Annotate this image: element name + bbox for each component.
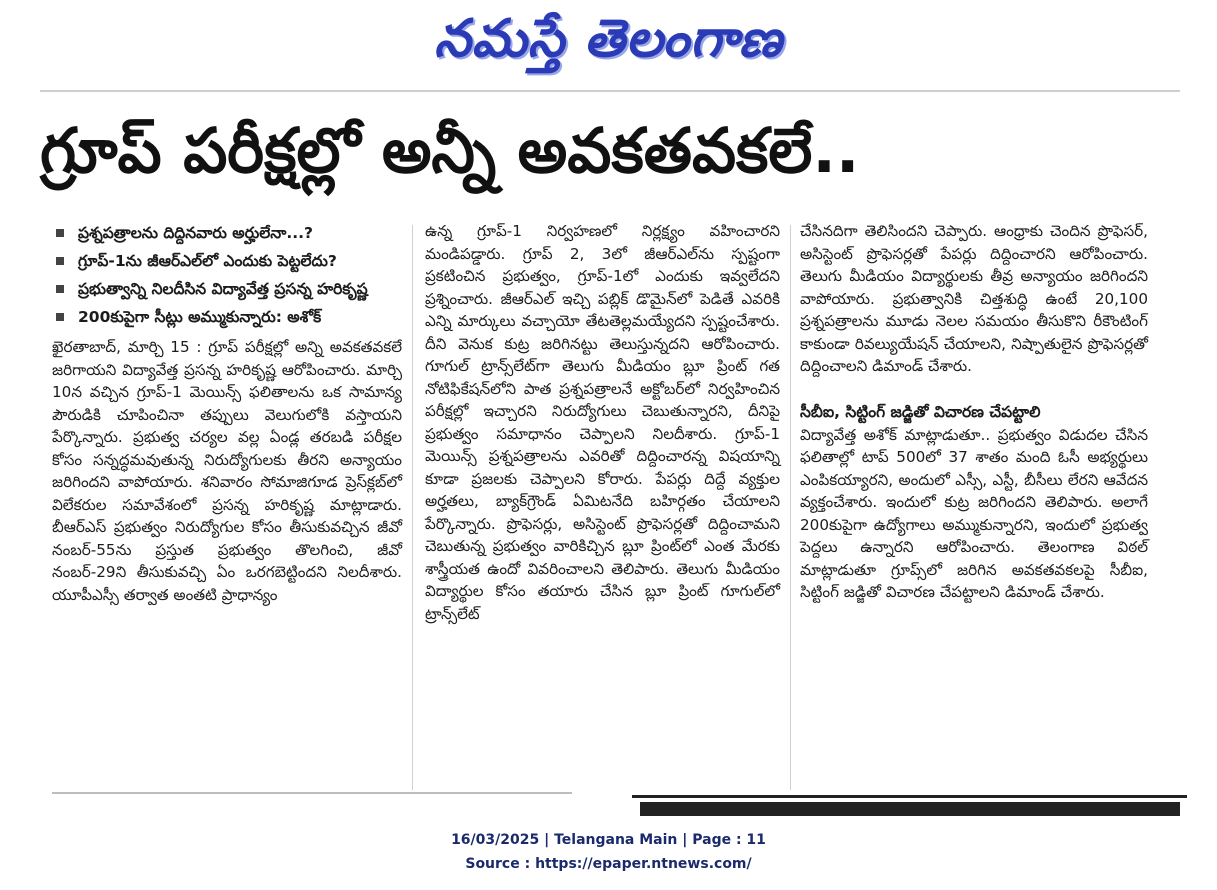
column-divider bbox=[790, 225, 791, 790]
article-column-1 bbox=[52, 220, 402, 606]
article-column-3 bbox=[800, 220, 1148, 604]
article-headline: గ్రూప్ పరీక్షల్లో అన్నీ అవకతవకలే.. bbox=[40, 114, 860, 187]
article-column-2 bbox=[425, 220, 780, 625]
edition-info: 16/03/2025 | Telangana Main | Page : 11 bbox=[451, 832, 766, 848]
article-paragraph: చేసినదిగా తెలిసిందని చెప్పారు. ఆంధ్రాకు చెందిన ప్రొఫెసర్, అసిస్టెంట్ ప్రొఫెసర్లతో పేపర్లు దిద్దించారని ఆరోపించారు. తెలుగు మీడియం విద్యార్థులకు తీవ్ర అన్యాయం జరిగిందని వాపోయారు. ప్రభుత్వానికి చిత్తశుద్ధి ఉంటే 20,100 ప్రశ్నపత్రాలను మూడు నెలల సమయం తీసుకొని రీకౌంటింగ్ కాకుండా రివల్యుయేషన్ చేయాలని, నిష్పాతులైన ప్రొఫెసర్లతో దిద్దించాలని డిమాండ్ చేశారు. bbox=[800, 222, 1148, 375]
article-paragraph: ఖైరతాబాద్, మార్చి 15 : గ్రూప్ పరీక్షల్లో అన్ని అవకతవకలే జరిగాయని విద్యావేత్త ప్రసన్న హరికృష్ణ ఆరోపించారు. మార్చి 10న వచ్చిన గ్రూప్-1 మెయిన్స్ ఫలితాలను ఒక సామాన్య పౌరుడికి చూపించినా తప్పులు వెలుగులోకి వస్తాయని పేర్కొన్నారు. ప్రభుత్వ చర్యల వల్ల ఏండ్ల తరబడి పరీక్షల కోసం సన్నద్ధమవుతున్న నిరుద్యోగులకు తీరని అన్యాయం జరిగిందని వాపోయారు. శనివారం సోమాజిగూడ ప్రెస్‌క్లబ్‌లో విలేకరుల సమావేశంలో ప్రసన్న హరికృష్ణ మాట్లాడారు. బీఆర్‌ఎస్ ప్రభుత్వం నిరుద్యోగుల కోసం తీసుకువచ్చిన జీవో నంబర్-55ను ప్రస్తుత ప్రభుత్వం తొలగించి, జీవో నంబర్-29ని తీసుకువచ్చి ఏం ఒరగబెట్టిందని నిలదీశారు. యూపీఎస్సీ తర్వాత అంతటి ప్రాధాన్యం bbox=[52, 338, 402, 604]
article-end-rule bbox=[52, 792, 572, 794]
source-link[interactable]: Source : https://epaper.ntnews.com/ bbox=[465, 856, 752, 872]
column-divider bbox=[412, 225, 413, 790]
bullet-item: గ్రూప్-1ను జీఆర్‌ఎల్‌లో ఎందుకు పెట్టలేదు? bbox=[52, 248, 402, 274]
ad-banner-bar bbox=[640, 802, 1180, 816]
article-paragraph: విద్యావేత్త అశోక్ మాట్లాడుతూ.. ప్రభుత్వం విడుదల చేసిన ఫలితాల్లో టాప్ 500లో 37 శాతం మంది ఓసీ అభ్యర్థులు ఎంపికయ్యారని, అందులో ఎస్సీ, ఎస్టీ, బీసీలు లేరని ఆవేదన వ్యక్తంచేశారు. ఇందులో కుట్ర జరిగిందని తెలిపారు. అలాగే 200కుపైగా ఉద్యోగాలు అమ్ముకున్నారని, ఇందులో ప్రభుత్వ పెద్దలు ఉన్నారని ఆరోపించారు. తెలంగాణ విఠల్ మాట్లాడుతూ గ్రూప్స్‌లో జరిగిన అవకతవకలపై సీబీఐ, సిట్టింగ్ జడ్జితో విచారణ చేపట్టాలని డిమాండ్ చేశారు. bbox=[800, 425, 1148, 601]
bullet-item: 200కుపైగా సీట్లు అమ్ముకున్నారు: అశోక్ bbox=[52, 304, 402, 330]
newspaper-masthead: నమస్తే తెలంగాణ bbox=[434, 9, 783, 69]
article-subheading: సీబీఐ, సిట్టింగ్ జడ్జితో విచారణ చేపట్టాలి bbox=[800, 402, 1041, 421]
bullet-item: ప్రశ్నపత్రాలను దిద్దినవారు అర్హులేనా...? bbox=[52, 220, 402, 246]
article-paragraph: ఉన్న గ్రూప్-1 నిర్వహణలో నిర్లక్ష్యం వహించారని మండిపడ్డారు. గ్రూప్ 2, 3లో జీఆర్‌ఎల్‌ను స్పష్టంగా ప్రకటించిన ప్రభుత్వం, గ్రూప్-1లో ఎందుకు ఇవ్వలేదని ప్రశ్నించారు. జీఆర్‌ఎల్ ఇచ్చి పబ్లిక్ డొమైన్‌లో పెడితే ఎవరికి ఎన్ని మార్కులు వచ్చాయో తేటతెల్లమయ్యేదని స్పష్టంచేశారు. దీని వెనుక కుట్ర జరిగినట్టు తెలుస్తున్నదని ఆరోపించారు. గూగుల్ ట్రాన్స్‌లేట్‌గా తెలుగు మీడియం బ్లూ ప్రింట్ గత నోటిఫికేషన్‌లోని పాత ప్రశ్నపత్రాలనే అక్టోబర్‌లో నిర్వహించిన పరీక్షల్లో ఇచ్చారని నిరుద్యోగులు చెబుతున్నారని, దీనిపై ప్రభుత్వం సమాధానం చెప్పాలని నిలదీశారు. గ్రూప్-1 మెయిన్స్ ప్రశ్నపత్రాలను ఎవరితో దిద్దించారన్న విషయాన్ని కూడా ప్రజలకు చెప్పాలని కోరారు. పేపర్లు దిద్దే వ్యక్తుల అర్హతలు, బ్యాక్‌గ్రౌండ్ ఏమిటనేది బహిర్గతం చేయాలని పేర్కొన్నారు. ప్రొఫెసర్లు, అసిస్టెంట్ ప్రొఫెసర్లతో దిద్దించామని చెబుతున్న ప్రభుత్వం వారికిచ్చిన బ్లూ ప్రింట్‌లో ఎంత మేరకు శాస్త్రీయత ఉందో వివరించాలని తెలిపారు. తెలుగు మీడియం విద్యార్థుల కోసం తయారు చేసిన బ్లూ ప్రింట్ గూగుల్‌లో ట్రాన్స్‌లేట్ bbox=[425, 222, 780, 623]
masthead-divider bbox=[40, 90, 1180, 92]
summary-bullets bbox=[52, 220, 402, 330]
page-footer bbox=[0, 828, 1217, 876]
bullet-item: ప్రభుత్వాన్ని నిలదీసిన విద్యావేత్త ప్రసన్న హరికృష్ణ bbox=[52, 276, 402, 302]
cropped-ad-banner bbox=[632, 795, 1187, 825]
